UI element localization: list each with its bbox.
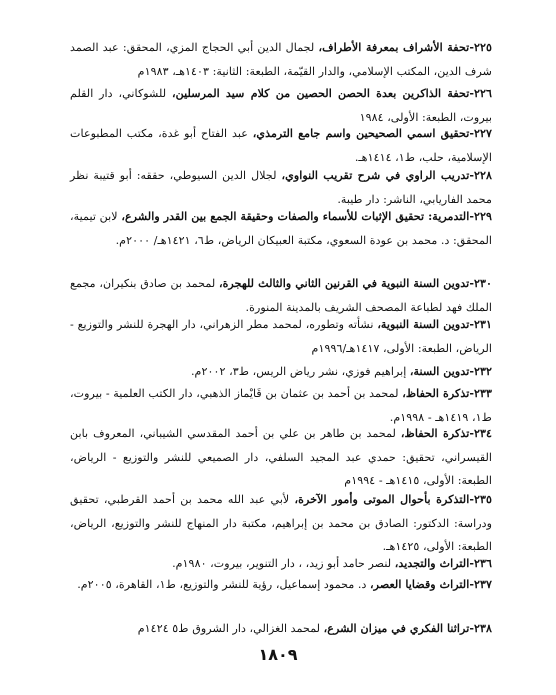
- entry-title: تدوين السنة النبوية في القرنين الثاني والثالث للهجرة،: [218, 276, 470, 290]
- entry-number: ٢٣٦-: [469, 556, 492, 570]
- entry-details: عبد الفتاح أبو غدة، مكتب المطبوعات الإسلامية، حلب، ط١، ١٤١٤هـ.: [70, 127, 492, 164]
- entry-number: ٢٣٨-: [469, 621, 492, 635]
- entry-title: تراثنا الفكري في ميزان الشرع،: [323, 621, 470, 635]
- page-number: ١٨٠٩: [258, 645, 298, 664]
- bibliography-entry-227: [70, 122, 492, 169]
- entry-number: ٢٢٨-: [469, 168, 492, 182]
- bibliography-entry-230: [70, 272, 492, 319]
- entry-number: ٢٣٤-: [469, 426, 492, 440]
- bibliography-entry-238: [70, 617, 492, 641]
- entry-details: لجمال الدين أبي الحجاج المزي، المحقق: عبد الصمد شرف الدين، المكتب الإسلامي، والدار القيّمة، الطبعة: الثانية: ١٤٠٣هـ، ١٩٨٣م: [70, 41, 492, 78]
- entry-title: التراث والتجديد،: [394, 556, 470, 570]
- entry-details: لمحمد الغزالي، دار الشروق ط٥ ١٤٢٤م: [137, 622, 324, 635]
- entry-details: لأبي عبد الله محمد بن أحمد القرطبي، تحقيق ودراسة: الدكتور: الصادق بن محمد بن إبراهيم، مكتبة دار المنهاج للنشر والتوزيع، الرياض، الطبعة: الأولى، ١٤٢٥هـ.: [70, 493, 492, 553]
- bibliography-entry-234: [70, 422, 492, 493]
- bibliography-entry-232: [70, 360, 492, 384]
- entry-number: ٢٢٦-: [469, 86, 492, 100]
- entry-title: تدوين السنة،: [409, 364, 470, 378]
- entry-number: ٢٣٣-: [469, 386, 493, 400]
- entry-details: نشأته وتطوره، لمحمد مطر الزهراني، دار الهجرة للنشر والتوزيع - الرياض، الطبعة: الأولى، ١٤١٧هـ/١٩٩٦م: [70, 318, 492, 355]
- bibliography-entry-231: [70, 313, 492, 360]
- bibliography-entry-228: [70, 164, 492, 211]
- entry-title: تذكرة الحفاظ،: [402, 386, 470, 400]
- entry-title: تحفة الذاكرين بعدة الحصن الحصين من كلام سيد المرسلين،: [171, 86, 470, 100]
- entry-title: التراث وقضايا العصر،: [370, 577, 470, 591]
- entry-title: تذكرة الحفاظ،: [400, 426, 470, 440]
- entry-details: لمحمد بن صادق بنكيران، مجمع الملك فهد لطباعة المصحف الشريف بالمدينة المنورة.: [70, 277, 492, 314]
- entry-details: د. محمود إسماعيل، رؤية للنشر والتوزيع، ط١، القاهرة، ٢٠٠٥م.: [77, 578, 371, 591]
- entry-number: ٢٢٩-: [469, 209, 492, 223]
- entry-title: تحفة الأشراف بمعرفة الأطراف،: [318, 40, 470, 54]
- entry-details: لابن تيمية، المحقق: د. محمد بن عودة السعوي، مكتبة العبيكان الرياض، ط٦، ١٤٢١هـ/ ٢٠٠٠م.: [70, 210, 492, 247]
- entry-number: ٢٢٥-: [469, 40, 492, 54]
- entry-title: تحقيق اسمي الصحيحين واسم جامع الترمذي،: [252, 126, 470, 140]
- entry-title: تدريب الراوي في شرح تقريب النواوي،: [281, 168, 470, 182]
- bibliography-entry-225: [70, 36, 492, 83]
- entry-number: ٢٣٧-: [469, 577, 492, 591]
- entry-number: ٢٢٧-: [469, 126, 492, 140]
- entry-details: لجلال الدين السيوطي، حققه: أبو قتيبة نظر محمد الفاريابي، الناشر: دار طيبة.: [70, 169, 492, 206]
- entry-details: إبراهيم فوزي، نشر رياض الريس، ط٣، ٢٠٠٢م.: [190, 365, 410, 378]
- entry-title: التدمرية: تحقيق الإثبات للأسماء والصفات وحقيقة الجمع بين القدر والشرع،: [121, 209, 470, 223]
- bibliography-entry-236: [70, 552, 492, 576]
- bibliography-entry-235: [70, 488, 492, 559]
- entry-number: ٢٣١-: [469, 317, 492, 331]
- entry-details: لنصر حامد أبو زيد، ، دار التنوير، بيروت، ١٩٨٠م.: [172, 557, 395, 570]
- entry-details: لمحمد بن طاهر بن علي بن أحمد المقدسي الشيباني، المعروف بابن القيسراني، تحقيق: حمدي عبد المجيد السلفي، دار الصميعي للنشر والتوزيع - الرياض، الطبعة: الأولى، ١٤١٥هـ - ١٩٩٤م: [70, 427, 492, 487]
- entry-title: التذكرة بأحوال الموتى وأمور الآخرة،: [294, 492, 470, 506]
- bibliography-entry-237: [70, 573, 492, 597]
- entry-details: للشوكاني، دار القلم بيروت، الطبعة: الأولى، ١٩٨٤: [70, 87, 492, 124]
- bibliography-entry-229: [70, 205, 492, 252]
- entry-details: لمحمد بن أحمد بن عثمان بن قَايْماز الذهبي، دار الكتب العلمية - بيروت، ط١، ١٤١٩هـ - ١٩٩٨م.: [70, 387, 492, 424]
- entry-title: تدوين السنة النبوية،: [377, 317, 470, 331]
- entry-number: ٢٣٥-: [469, 492, 492, 506]
- entry-number: ٢٣٢-: [469, 364, 492, 378]
- entry-number: ٢٣٠-: [469, 276, 492, 290]
